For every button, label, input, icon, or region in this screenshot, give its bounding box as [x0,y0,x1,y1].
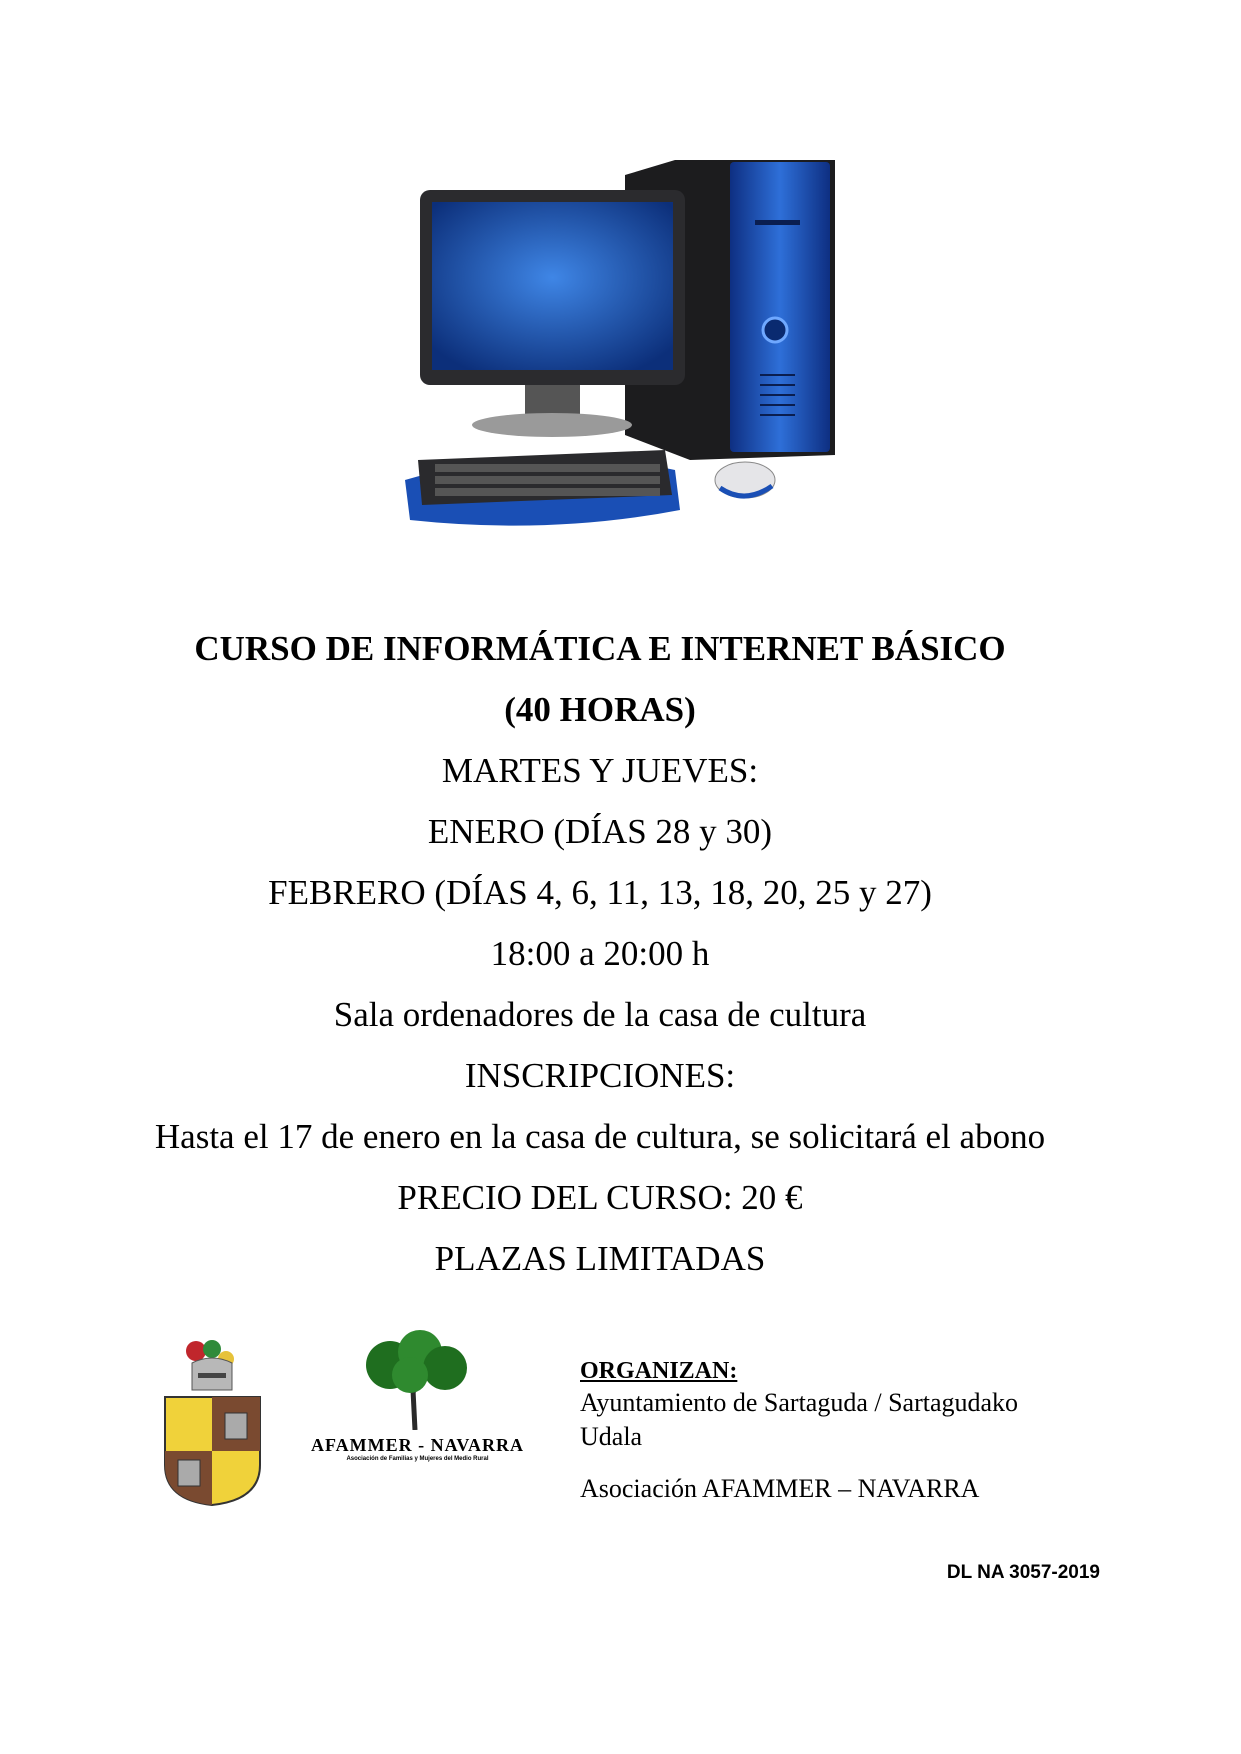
organizer-line-3: Asociación AFAMMER – NAVARRA [580,1474,980,1503]
course-title: CURSO DE INFORMÁTICA E INTERNET BÁSICO [194,629,1006,668]
organizer-line-2: Udala [580,1422,643,1451]
legal-deposit: DL NA 3057-2019 [946,1562,1100,1583]
afammer-tagline: Asociación de Familias y Mujeres del Medio Rural [346,1456,489,1462]
february-dates: FEBRERO (DÍAS 4, 6, 11, 13, 18, 20, 25 y 27) [268,873,932,912]
afammer-logo [305,1330,530,1480]
course-price: PRECIO DEL CURSO: 20 € [397,1178,803,1217]
registration-heading: INSCRIPCIONES: [464,1056,736,1095]
limited-places: PLAZAS LIMITADAS [434,1239,766,1278]
organizer-line-1: Ayuntamiento de Sartaguda / Sartagudako [580,1388,1019,1417]
course-days: MARTES Y JUEVES: [441,751,759,790]
registration-text: Hasta el 17 de enero en la casa de cultura, se solicitará el abono [154,1117,1046,1156]
coat-of-arms-icon [160,1335,265,1507]
course-time: 18:00 a 20:00 h [490,934,710,973]
course-place: Sala ordenadores de la casa de cultura [333,995,867,1034]
january-dates: ENERO (DÍAS 28 y 30) [427,812,773,851]
tree-icon [305,1330,530,1430]
organizers-heading: ORGANIZAN: [580,1358,738,1384]
desktop-computer-icon [400,150,840,600]
course-hours: (40 HORAS) [504,690,696,729]
afammer-name: AFAMMER - NAVARRA [311,1435,524,1455]
